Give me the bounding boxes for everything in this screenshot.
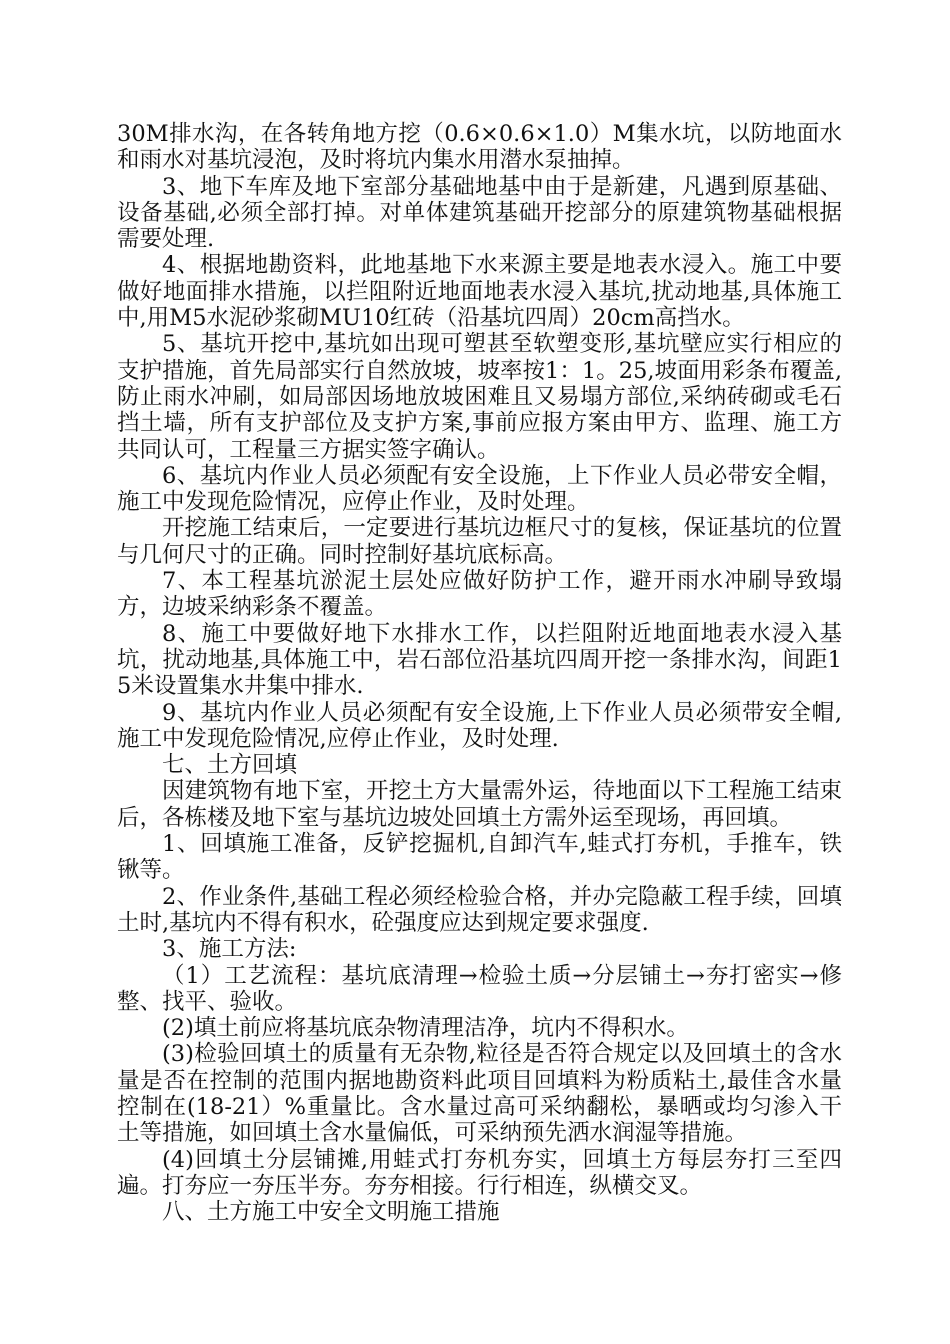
paragraph: 开挖施工结束后，一定要进行基坑边框尺寸的复核，保证基坑的位置与几何尺寸的正确。同时控制好基坑底标高。	[117, 515, 842, 568]
paragraph: （1）工艺流程：基坑底清理→检验土质→分层铺土→夯打密实→修整、找平、验收。	[117, 962, 842, 1015]
section-heading: 七、土方回填	[162, 752, 298, 779]
paragraph: (2)填土前应将基坑底杂物清理洁净，坑内不得积水。	[162, 1015, 689, 1042]
paragraph: 1、回填施工准备，反铲挖掘机,自卸汽车,蛙式打夯机，手推车，铁锹等。	[117, 831, 842, 884]
paragraph: 因建筑物有地下室，开挖土方大量需外运，待地面以下工程施工结束后，各栋楼及地下室与基坑边坡处回填土方需外运至现场，再回填。	[117, 778, 842, 831]
paragraph: 3、地下车库及地下室部分基础地基中由于是新建，凡遇到原基础、设备基础,必须全部打掉。对单体建筑基础开挖部分的原建筑物基础根据需要处理.	[117, 173, 842, 253]
paragraph: (3)检验回填土的质量有无杂物,粒径是否符合规定以及回填土的含水量是否在控制的范围内据地勘资料此项目回填料为粉质粘土,最佳含水量控制在(18-21）%重量比。含水量过高可采纳翻松，暴晒或均匀渗入干土等措施，如回填土含水量偏低，可采纳预先洒水润湿等措施。	[117, 1041, 842, 1147]
section-heading: 八、土方施工中安全文明施工措施	[162, 1199, 500, 1226]
subsection-heading: 3、施工方法:	[162, 936, 297, 963]
paragraph: 5、基坑开挖中,基坑如出现可塑甚至软塑变形,基坑壁应实行相应的支护措施，首先局部实行自然放坡，坡率按1：1。25,坡面用彩条布覆盖,防止雨水冲刷，如局部因场地放坡困难且又易塌方部位,采纳砖砌或毛石挡土墙，所有支护部位及支护方案,事前应报方案由甲方、监理、施工方共同认可，工程量三方据实签字确认。	[117, 331, 842, 463]
paragraph: 6、基坑内作业人员必须配有安全设施，上下作业人员必带安全帽，施工中发现危险情况，应停止作业，及时处理。	[117, 462, 842, 516]
paragraph: 2、作业条件,基础工程必须经检验合格，并办完隐蔽工程手续，回填土时,基坑内不得有积水，砼强度应达到规定要求强度.	[117, 883, 842, 936]
paragraph: 4、根据地勘资料，此地基地下水来源主要是地表水浸入。施工中要做好地面排水措施，以拦阻附近地面地表水浸入基坑,扰动地基,具体施工中,用M5水泥砂浆砌MU10红砖（沿基坑四周）20cm高挡水。	[117, 252, 842, 332]
paragraph: 9、基坑内作业人员必须配有安全设施,上下作业人员必须带安全帽,施工中发现危险情况,应停止作业，及时处理.	[117, 699, 842, 752]
paragraph: 7、本工程基坑淤泥土层处应做好防护工作，避开雨水冲刷导致塌方，边坡采纳彩条不覆盖。	[117, 568, 842, 621]
paragraph: 30M排水沟，在各转角地方挖（0.6×0.6×1.0）M集水坑，以防地面水和雨水对基坑浸泡，及时将坑内集水用潜水泵抽掉。	[117, 121, 842, 174]
paragraph: (4)回填土分层铺摊,用蛙式打夯机夯实，回填土方每层夯打三至四遍。打夯应一夯压半夯。夯夯相接。行行相连，纵横交叉。	[117, 1146, 842, 1199]
document-body	[117, 121, 842, 1225]
paragraph: 8、施工中要做好地下水排水工作，以拦阻附近地面地表水浸入基坑，扰动地基,具体施工中，岩石部位沿基坑四周开挖一条排水沟，间距15米设置集水井集中排水.	[117, 620, 842, 700]
